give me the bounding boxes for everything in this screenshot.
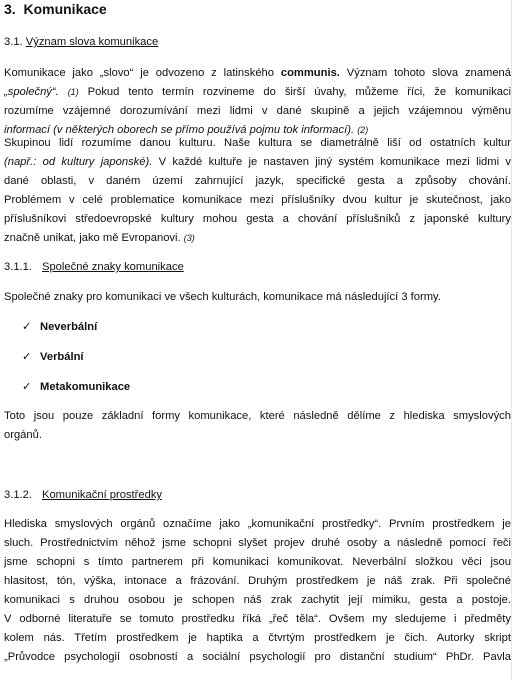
paragraph-line: dané oblasti, v daném území zahrnující jazyk, specifické gesta a způsoby chování. (4, 175, 511, 187)
paragraph-line: „společný“. (1) Pokud tento termín rozvineme do širší úvahy, můžeme říci, že komunikaci (4, 86, 511, 98)
section-3-1-2-heading (4, 486, 511, 505)
term-communis: communis. (280, 67, 340, 79)
checkmark-icon: ✓ (22, 321, 32, 333)
chapter-title: Komunikace (23, 1, 107, 17)
list-item: ✓ Metakomunikace (22, 378, 502, 397)
paragraph-line: jsme schopni s tímto partnerem při komunikaci komunikovat. Neverbální složkou věci jsou (4, 556, 511, 568)
paragraph-line: (např.: od kultury japonské). V každé kultuře je nastaven jiný systém komunikace mezi lidmi v (4, 156, 511, 168)
checkmark-icon: ✓ (22, 351, 32, 363)
paragraph-forms-summary (4, 407, 511, 445)
paragraph-culture (4, 134, 511, 248)
citation-ref: (3) (183, 233, 195, 243)
chapter-heading (4, 0, 511, 19)
section-number: 3.1.1. (4, 261, 32, 273)
paragraph-line: Společné znaky pro komunikaci ve všech kulturách, komunikace má následující 3 formy. (4, 291, 441, 303)
forms-list (22, 318, 502, 337)
paragraph-means (4, 515, 511, 667)
section-number: 3.1.2. (4, 489, 32, 501)
paragraph-line: kolem nás. Třetím prostředkem je haptika a čtvrtým prostředkem je čich. Autorky skript (4, 632, 511, 644)
page-edge-divider (511, 0, 512, 680)
paragraph-line: příslušníkovi středoevropské kultury mohou gesta a chování příslušníků z japonské kultury (4, 213, 511, 225)
forms-list-2 (22, 348, 502, 367)
checkmark-icon: ✓ (22, 381, 32, 393)
list-item: ✓ Verbální (22, 348, 502, 367)
paragraph-line: Hlediska smyslových orgánů označíme jako „komunikační prostředky“. Prvním prostředkem je (4, 518, 511, 530)
paragraph-line: orgánů. (4, 429, 42, 441)
paragraph-line: Toto jsou pouze základní formy komunikace, které následně dělíme z hlediska smyslových (4, 410, 511, 422)
list-item: ✓ Neverbální (22, 318, 502, 337)
section-title: Komunikační prostředky (42, 489, 163, 501)
section-3-1-heading (4, 33, 511, 52)
section-title: Společné znaky komunikace (42, 261, 184, 273)
section-title: Význam slova komunikace (25, 36, 159, 48)
paragraph-line: V odborné literatuře se tomuto prostředku říká „řeč těla“. Ovšem my sledujeme i předměty (4, 613, 511, 625)
paragraph-line: „Průvodce psychologií osobností a sociální psychologií pro distanční studium“ PhDr. Pavla (4, 651, 511, 663)
paragraph-line: sluch. Prostřednictvím něhož jsme schopni slyšet projev druhé osoby a následně pomocí řeči (4, 537, 511, 549)
paragraph-meaning (4, 64, 511, 140)
paragraph-forms-intro (4, 288, 511, 307)
paragraph-line: Problémem v celé problematice komunikace mezi příslušníky dvou kultur je skutečnost, jako (4, 194, 511, 206)
paragraph-line: značně unikat, jako mě Evropanovi. (3) (4, 232, 195, 244)
paragraph-line: Komunikace jako „slovo“ je odvozeno z latinského communis. Význam tohoto slova znamená (4, 67, 511, 79)
citation-ref: (1) (67, 87, 79, 97)
citation-ref: (2) (357, 125, 369, 135)
paragraph-line: rozumíme vzájemné dorozumívání mezi lidmi v dané skupině a jejich vzájemnou výměnu (4, 105, 511, 117)
chapter-number: 3. (4, 1, 16, 17)
paragraph-line: Skupinou lidí rozumíme danou kulturu. Naše kultura se diametrálně liší od ostatních kultur (4, 137, 511, 149)
section-3-1-1-heading (4, 258, 511, 277)
paragraph-line: hlasitost, tón, výška, intonace a frázování. Druhým prostředkem je náš zrak. Při společné (4, 575, 511, 587)
section-number: 3.1. (4, 36, 23, 48)
paragraph-line: informací (v některých oborech se přímo používá pojmu tok informací). (2) (4, 124, 369, 136)
paragraph-line: komunikaci s druhou osobou je schopen náš zrak zachytit její mimiku, gesta a postoje. (4, 594, 511, 606)
forms-list-3 (22, 378, 502, 397)
